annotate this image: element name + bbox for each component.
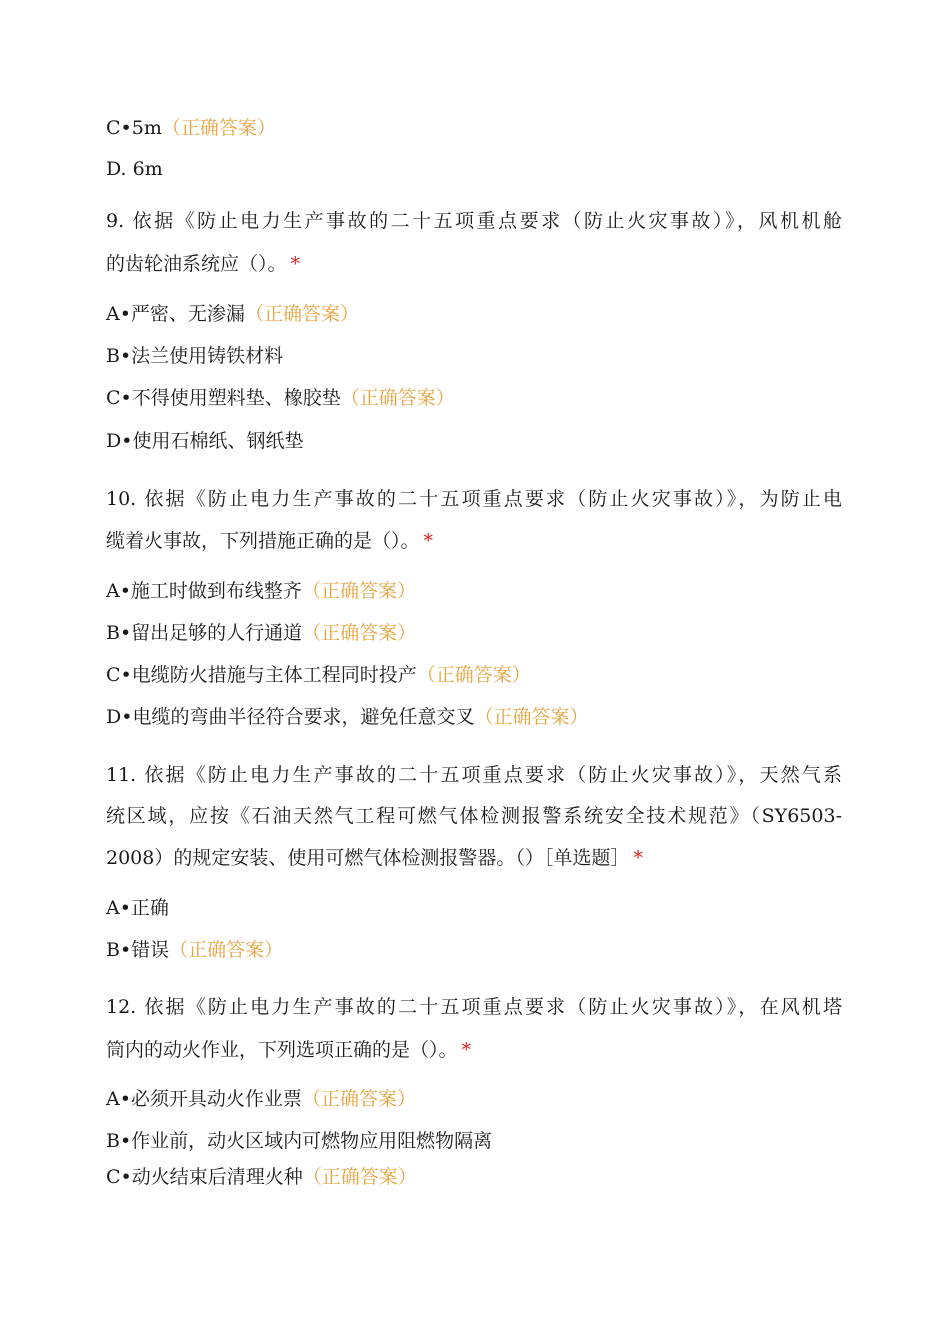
correct-answer-mark: （正确答案） — [340, 387, 455, 409]
required-mark: * — [633, 847, 643, 869]
question-11-text-cont2: 2008）的规定安装、使用可燃气体检测报警器。（）［单选题］ * — [106, 847, 643, 869]
option-a: A•正确 — [106, 897, 169, 919]
correct-answer-mark: （正确答案） — [302, 1166, 417, 1188]
option-a: A•严密、无渗漏（正确答案） — [106, 303, 359, 325]
option-b: B•作业前，动火区域内可燃物应用阻燃物隔离 — [106, 1130, 493, 1152]
question-10-text: 10. 依据《防止电力生产事故的二十五项重点要求（防止火灾事故）》，为防止电 — [106, 488, 842, 510]
option-b: B•错误（正确答案） — [106, 939, 284, 961]
required-mark: * — [461, 1039, 472, 1061]
option-b: B•法兰使用铸铁材料 — [106, 345, 284, 367]
option-c: C•不得使用塑料垫、橡胶垫（正确答案） — [106, 387, 455, 409]
option-d: D. 6m — [106, 158, 163, 180]
required-mark: * — [423, 530, 434, 552]
correct-answer-mark: （正确答案） — [301, 1088, 416, 1110]
correct-answer-mark: （正确答案） — [244, 303, 359, 325]
option-c: C•动火结束后清理火种（正确答案） — [106, 1166, 417, 1188]
option-a: A•必须开具动火作业票（正确答案） — [106, 1088, 416, 1110]
correct-answer-mark: （正确答案） — [302, 622, 417, 644]
option-d: D•使用石棉纸、钢纸垫 — [106, 430, 304, 452]
option-c: C•5m（正确答案） — [106, 117, 276, 139]
correct-answer-mark: （正确答案） — [169, 939, 284, 961]
question-12-text-cont: 筒内的动火作业，下列选项正确的是（）。 * — [106, 1039, 472, 1061]
correct-answer-mark: （正确答案） — [416, 664, 531, 686]
question-9-text: 9. 依据《防止电力生产事故的二十五项重点要求（防止火灾事故）》，风机机舱 — [106, 210, 842, 232]
required-mark: * — [290, 253, 301, 275]
option-c: C•电缆防火措施与主体工程同时投产（正确答案） — [106, 664, 531, 686]
correct-answer-mark: （正确答案） — [474, 706, 589, 728]
option-b: B•留出足够的人行通道（正确答案） — [106, 622, 417, 644]
correct-answer-mark: （正确答案） — [161, 117, 276, 139]
option-d: D•电缆的弯曲半径符合要求，避免任意交叉（正确答案） — [106, 706, 589, 728]
option-a: A•施工时做到布线整齐（正确答案） — [106, 580, 416, 602]
question-12-text: 12. 依据《防止电力生产事故的二十五项重点要求（防止火灾事故）》，在风机塔 — [106, 996, 842, 1018]
question-9-text-cont: 的齿轮油系统应（）。 * — [106, 253, 301, 275]
question-11-text: 11. 依据《防止电力生产事故的二十五项重点要求（防止火灾事故）》，天然气系 — [106, 764, 842, 786]
question-10-text-cont: 缆着火事故，下列措施正确的是（）。 * — [106, 530, 434, 552]
correct-answer-mark: （正确答案） — [301, 580, 416, 602]
question-11-text-cont: 统区域，应按《石油天然气工程可燃气体检测报警系统安全技术规范》（SY6503- — [106, 805, 842, 827]
